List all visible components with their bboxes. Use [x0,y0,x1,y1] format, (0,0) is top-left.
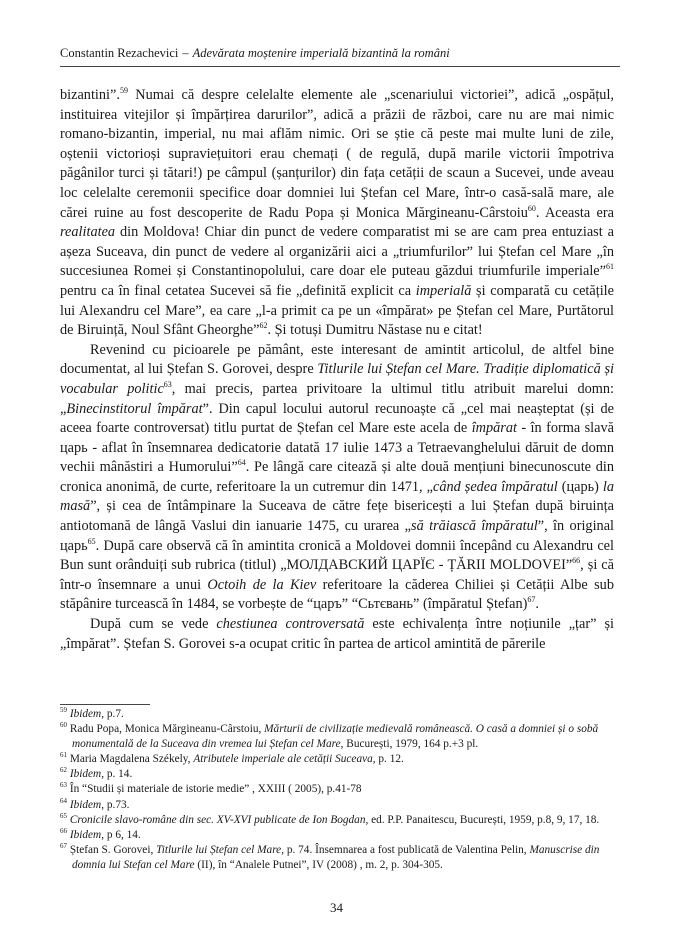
text-run: Radu Popa, Monica Mărgineanu-Cârstoiu, [67,723,265,736]
text-run: , mai precis, partea privitoare la ultimul titlu atribuit marelui domn: „ [60,380,615,417]
footnotes [60,707,614,873]
italic-text: Titlurile lui Ștefan cel Mare, [156,843,285,856]
text-run: După cum se vede [90,616,217,633]
page-number: 34 [330,900,343,915]
text-run: , p 6, 14. [101,828,141,841]
italic-text: realitatea [60,224,116,241]
footnote-item [60,843,614,873]
footnote-ref: 67 [527,595,536,605]
body-text [60,86,614,654]
italic-text: Octoih de la Kiev [207,576,317,593]
footnote-item [60,782,614,797]
text-run: - în forma slavă царь - aflat în însemnarea dedicatorie datată 17 iulie 1473 a Tetraevanghelului dăruit de domn vechii mânăstiri a Humorului” [60,420,614,476]
footnote-ref: 62 [60,766,67,775]
text-run: . Aceasta era [535,204,614,221]
italic-text: împărat [471,420,517,437]
italic-text: Ibidem [69,828,102,841]
header-author: Constantin Rezachevici [60,46,179,60]
text-run: p. 12. [375,753,404,766]
text-run: bizantini”. [60,87,120,103]
paragraph-3 [60,615,614,654]
footnote-ref: 66 [572,556,581,566]
text-run: (II), în “Analele Putnei”, IV (2008) , m. 2, p. 304-305. [194,858,443,871]
footnote-ref: 66 [60,826,67,835]
footnote-item [60,767,614,782]
paragraph-1 [60,86,614,341]
italic-text: să trăiască împăratul [411,518,538,535]
footnote-ref: 63 [60,781,67,790]
italic-text: imperială [415,282,472,299]
italic-text: la masă [60,478,615,515]
italic-text: Manuscrise din domnia lui Stefan cel Mare [72,843,600,871]
footnote-ref: 64 [60,796,67,805]
footnote-ref: 60 [527,203,536,213]
text-run: . Și totuși Dumitru Năstase nu e citat! [267,322,483,339]
footnote-item [60,828,614,843]
italic-text: Cronicile slavo-române din sec. XV-XVI publicate de Ion Bogdan, [69,813,369,826]
italic-text: Titlurile lui Ștefan cel Mare. Tradiție diplomatică și vocabular politic [60,361,614,397]
text-run: Numai că despre celelalte elemente ale „scenariului victoriei”, adică „ospățul, instituirea vitejilor și împărțirea darurilor”, adică a prăzii de război, care nu are mai nimic romano-bizantin, imperial, nu mai aflăm nimic. Ori se știe că peste mai multe luni de zile, oștenii victorioși supraviețuitori erau chemați ( de regulă, după marile victorii împotriva păgânilor turci și tătari!) pe câmpul (șanțurilor) din fața cetății de scaun a Sucevei, unde aveau loc celelalte ceremonii specifice doar domniei lui Ștefan cel Mare, într-o casă-sală mare, ale cărei ruine au fost descoperite de Radu Popa și Monica Mărgineanu-Cârstoiu [60,87,614,221]
footnote-item [60,798,614,813]
italic-text: Ibidem [69,768,102,781]
text-run: pentru ca în final cetatea Sucevei să fie „definită explicit ca [60,282,416,299]
text-run: p. 74. Însemnarea a fost publicată de Valentina Pelin, [284,843,530,856]
italic-text: Atributele imperiale ale cetății Suceava, [193,753,376,766]
italic-text: Ibidem [69,798,102,811]
text-run: Maria Magdalena Székely, [67,753,194,766]
text-run: În “Studii și materiale de istorie medie” , XXIII ( 2005), p.41-78 [67,783,362,796]
text-run: ”, și cea de întâmpinare la Suceava de către fețe bisericești a lui Ștefan după biruința antiotomană de lângă Vaslui din ianuarie 1475, cu urarea „ [60,498,614,535]
italic-text: Binecinstitorul împărat [66,400,203,417]
text-run: referitoare la căderea Chiliei și Cetății Albe sub stăpânire turcească în 1484, se vorbește de “царъ” “Сьтєвань” (împăratul Ștefan) [60,576,614,613]
header-separator: – [182,46,189,60]
footnote-item [60,813,614,828]
footnote-ref: 63 [163,380,172,390]
text-run: ed. P.P. Panaitescu, București, 1959, p.8, 9, 17, 18. [368,813,600,826]
text-run: . După care observă că în amintita cronică a Moldovei domnii începând cu Alexandru cel Bun sunt orânduiți sub rubrica (titlul) „МОЛДАВСКИЙ ЦАРЇЄ - ȚĂRII MOLDOVEI” [60,537,614,574]
footnote-ref: 59 [60,706,67,715]
footnote-ref: 59 [119,86,128,96]
text-run: Revenind cu picioarele pe pământ, este interesant de amintit articolul, de altfel bine documentat, al lui Ștefan S. Gorovei, despre [60,341,614,378]
footnote-rule [60,704,150,705]
paragraph-2 [60,341,614,615]
italic-text: Ibidem [69,708,102,720]
footnote-ref: 62 [259,321,268,331]
footnote-item [60,722,614,752]
text-run: Ștefan S. Gorovei, [67,843,157,856]
text-run: , p. 14. [101,768,133,781]
running-header [60,46,620,61]
text-run: , p.73. [101,798,130,811]
text-run: din Moldova! Chiar din punct de vedere comparatist mi se are cam prea entuziast a așeza Suceava, din punct de vedere al organizării aici a „triumfurilor” lui Ștefan cel Mare „în succesiunea Romei și Constantinopolului, care doar ele puteau găzdui triumfurile imperiale” [60,224,614,280]
header-rule [60,66,620,67]
text-run: . Pe lângă care citează și alte două mențiuni binecunoscute din cronica anonimă, de curte, referitoare la un cutremur din 1471, „ [60,459,614,495]
text-run: . [535,596,539,613]
italic-text: chestiunea controversată [216,616,365,633]
text-run: (царь) [557,478,603,495]
footnote-ref: 61 [60,751,67,760]
text-run: , și că într-o însemnare a unui [60,557,614,593]
footnote-ref: 67 [60,842,67,851]
text-run: , p.7. [101,708,124,720]
footnote-ref: 65 [60,811,67,820]
italic-text: când ședea împăratul [432,478,558,495]
footnote-ref: 61 [606,262,614,272]
header-title: Adevărata moștenire imperială bizantină la români [192,46,450,60]
footnote-item [60,707,614,722]
text-run: București, 1979, 164 p.+3 pl. [343,738,479,751]
text-run: și comparată cu cetățile lui Alexandru cel Mare”, ea care „l-a primit ca pe un «împărat» pe Ștefan cel Mare, Purtătorul de Biruință, Noul Sfânt Gheorghe” [60,282,614,339]
text-run: este echivalența între noțiunile „țar” și „împărat”. Ștefan S. Gorovei s-a ocupat critic în partea de articol amintită de părerile [60,616,614,652]
italic-text: Mărturii de civilizație medievală românească. O casă a domniei și o sobă monumentală de la Suceava din vremea lui Ștefan cel Mare, [72,723,599,751]
footnote-ref: 64 [237,458,246,468]
footnote-ref: 60 [60,721,67,730]
footnote-ref: 65 [87,536,96,546]
footnote-item [60,752,614,767]
text-run: ”, în original царь [60,518,615,554]
text-run: ”. Din capul locului autorul recunoaște că „cel mai neașteptat (și de aceea foarte controversat) titlu purtat de Ștefan cel Mare este acela de [60,400,614,437]
